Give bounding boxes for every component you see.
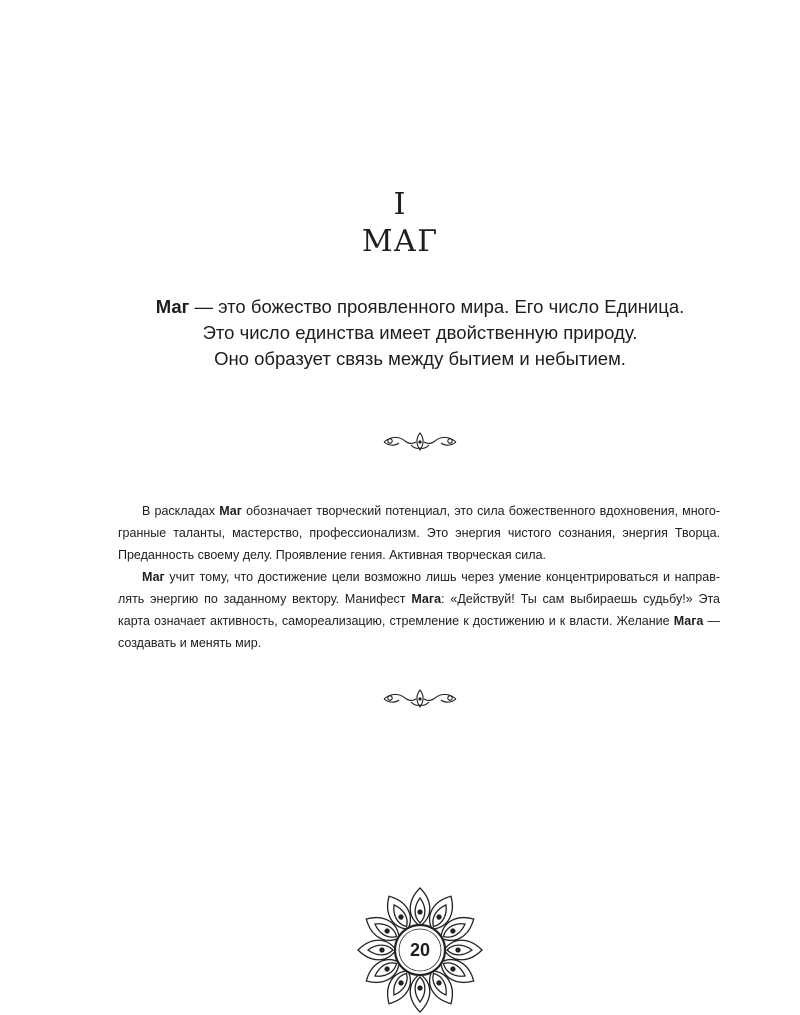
- body-bold-term: Маг: [219, 504, 242, 518]
- intro-line-2: Это число единства имеет двойственную природу.: [202, 322, 638, 343]
- flourish-divider-icon: [381, 688, 459, 710]
- body-line: [118, 566, 720, 588]
- mandala-dot: [418, 986, 422, 990]
- body-text-segment: —: [703, 614, 720, 628]
- body-text-segment: В раскладах: [142, 504, 220, 518]
- body-text: [118, 500, 720, 654]
- body-line: гранные таланты, мастерство, профессионализм. Это энергия чистого сознания, энергия Творца.: [118, 526, 720, 540]
- body-text-segment: обозначает творческий потенциал, это сила божественного вдохновения, много-: [241, 504, 720, 518]
- body-text-segment: карта означает активность, самореализацию, стремление к достижению и к власти. Желание: [118, 614, 674, 628]
- body-line: [118, 500, 720, 522]
- mandala-dot: [418, 910, 422, 914]
- body-text-segment: учит тому, что достижение цели возможно лишь через умение концентрироваться и направ-: [164, 570, 720, 584]
- intro-line-3: Оно образует связь между бытием и небытием.: [214, 348, 626, 369]
- intro-line-1: [120, 294, 720, 320]
- body-bold-term: Маг: [142, 570, 165, 584]
- body-line: создавать и менять мир.: [118, 636, 262, 650]
- page-number: 20: [409, 940, 431, 960]
- flourish-divider-icon: [381, 431, 459, 453]
- body-line: [118, 610, 720, 632]
- intro-line-1-text: — это божество проявленного мира. Его число Единица.: [189, 296, 685, 317]
- body-text-segment: : «Действуй! Ты сам выбираешь судьбу!» Эта: [441, 592, 720, 606]
- body-line: Преданность своему делу. Проявление гения. Активная творческая сила.: [118, 548, 547, 562]
- body-bold-term: Мага: [411, 592, 442, 606]
- mandala-dot: [456, 948, 460, 952]
- body-text-segment: лять энергию по заданному вектору. Манифест: [118, 592, 412, 606]
- intro-paragraph: [120, 294, 720, 372]
- intro-bold-term: Маг: [155, 296, 190, 317]
- body-line: [118, 588, 720, 610]
- mandala-dot: [380, 948, 384, 952]
- chapter-numeral: I: [393, 187, 407, 222]
- body-bold-term: Мага: [673, 614, 704, 628]
- chapter-title: МАГ: [361, 224, 439, 259]
